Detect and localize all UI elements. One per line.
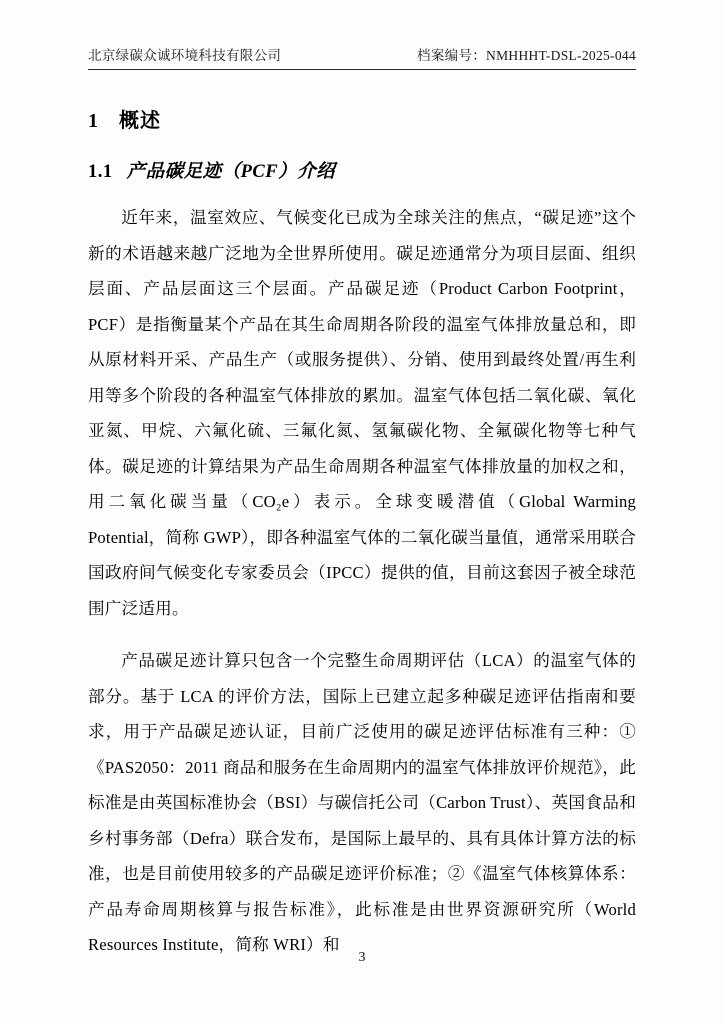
body-paragraph: 近年来，温室效应、气候变化已成为全球关注的焦点，“碳足迹”这个新的术语越来越广泛地为全世界所使用。碳足迹通常分为项目层面、组织层面、产品层面这三个层面。产品碳足迹（Product Carbon Footprint，PCF）是指衡量某个产品在其生命周期各阶段的温室气体排放量总和，即从原材料开采、产品生产（或服务提供）、分销、使用到最终处置/再生利用等多个阶段的各种温室气体排放的累加。温室气体包括二氧化碳、氧化亚氮、甲烷、六氟化硫、三氟化氮、氢氟碳化物、全氟碳化物等七种气体。碳足迹的计算结果为产品生命周期各种温室气体排放量的加权之和，用二氧化碳当量（CO₂e）表示。全球变暖潜值（Global Warming Potential，简称 GWP），即各种温室气体的二氧化碳当量值，通常采用联合国政府间气候变化专家委员会（IPCC）提供的值，目前这套因子被全球范围广泛适用。 xyxy=(88,208,636,618)
page-number: 3 xyxy=(358,950,366,965)
section-heading-number: 1 xyxy=(88,110,99,132)
header-archive xyxy=(417,44,636,64)
subsection-heading xyxy=(88,157,636,183)
body-paragraph: 产品碳足迹计算只包含一个完整生命周期评估（LCA）的温室气体的部分。基于 LCA 的评价方法，国际上已建立起多种碳足迹评估指南和要求，用于产品碳足迹认证，目前广泛使用的碳足迹评估标准有三种：①《PAS2050：2011 商品和服务在生命周期内的温室气体排放评价规范》，此标准是由英国标准协会（BSI）与碳信托公司（Carbon Trust）、英国食品和乡村事务部（Defra）联合发布，是国际上最早的、具有具体计算方法的标准，也是目前使用较多的产品碳足迹评价标准；②《温室气体核算体系：产品寿命周期核算与报告标准》，此标准是由世界资源研究所（World Resources Institute，简称 WRI）和 xyxy=(88,651,636,954)
subsection-heading-text: 产品碳足迹（PCF）介绍 xyxy=(126,162,336,182)
header-archive-label: 档案编号： xyxy=(417,48,487,63)
page-header xyxy=(88,44,636,70)
header-company-name: 北京绿碳众诚环境科技有限公司 xyxy=(88,48,282,63)
document-body xyxy=(88,78,636,963)
section-heading-text: 概述 xyxy=(119,110,161,132)
header-archive-number: NMHHHT-DSL-2025-044 xyxy=(486,48,636,63)
subsection-heading-number: 1.1 xyxy=(88,162,113,182)
section-heading xyxy=(88,104,636,133)
page-content-area xyxy=(88,0,636,1024)
